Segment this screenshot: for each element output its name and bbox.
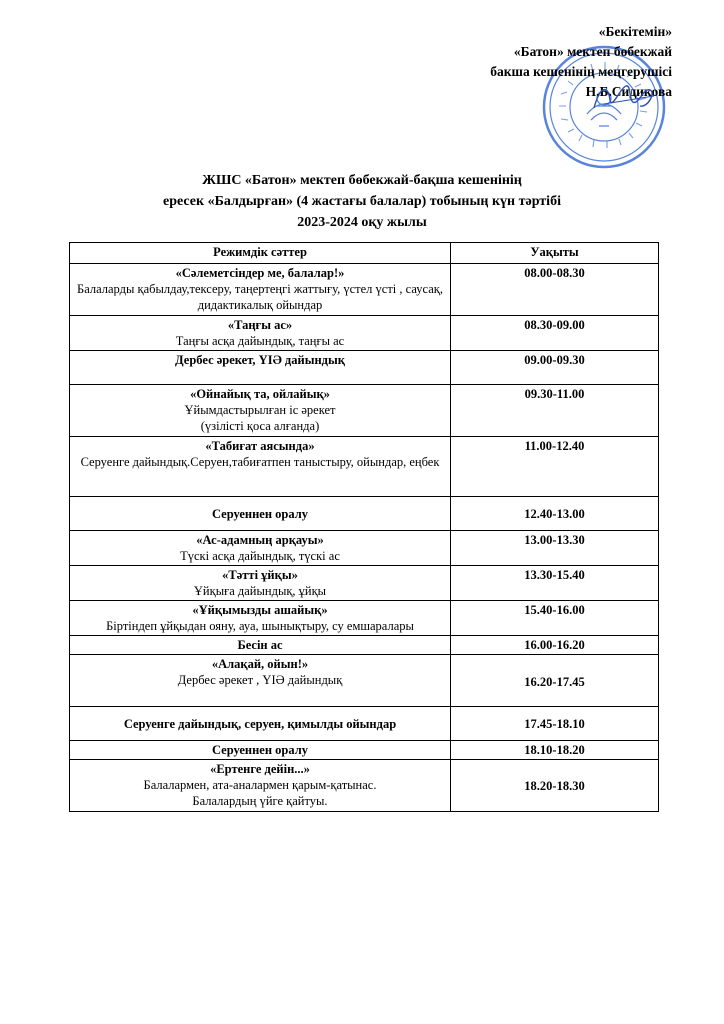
time-cell: 13.30-15.40 <box>451 566 659 601</box>
activity-title: «Ас-адамның арқауы» <box>196 533 324 547</box>
activity-cell <box>70 566 451 601</box>
activity-desc: Ұйқыға дайындық, ұйқы <box>193 584 327 598</box>
activity-desc: Таңғы асқа дайындық, таңғы ас <box>175 334 345 348</box>
activity-cell <box>70 351 451 385</box>
table-row <box>70 316 659 351</box>
activity-cell <box>70 707 451 741</box>
activity-title: «Табиғат аясында» <box>205 439 315 453</box>
table-header-row <box>70 243 659 264</box>
activity-title: Серуеннен оралу <box>211 743 309 757</box>
activity-desc: Біртіндеп ұйқыдан ояну, ауа, шынықтыру, су емшаралары <box>106 619 414 633</box>
activity-desc: Түскі асқа дайындық, түскі ас <box>180 549 340 563</box>
table-row <box>70 437 659 497</box>
table-row <box>70 707 659 741</box>
time-cell: 09.30-11.00 <box>451 385 659 437</box>
activity-desc: Балалардың үйге қайтуы. <box>192 794 328 808</box>
heading-line: ересек «Балдырған» (4 жастағы балалар) тобының күн тәртібі <box>163 194 561 209</box>
signature-icon <box>590 80 660 116</box>
approval-signatory: Н.Б.Сидикова <box>585 84 672 99</box>
heading-line: ЖШС «Батон» мектеп бөбекжай-бақша кешенінің <box>202 173 522 188</box>
activity-title: Дербес әрекет, ҮІӘ дайындық <box>175 353 345 367</box>
activity-cell <box>70 636 451 655</box>
activity-cell <box>70 385 451 437</box>
time-cell: 13.00-13.30 <box>451 531 659 566</box>
approval-line: «Батон» мектеп бөбекжай <box>513 44 672 59</box>
table-row <box>70 531 659 566</box>
table-row <box>70 264 659 316</box>
table-row <box>70 385 659 437</box>
table-row <box>70 601 659 636</box>
activity-cell <box>70 437 451 497</box>
approval-line: бакша кешенінің меңгерушісі <box>490 64 672 79</box>
time-cell: 16.20-17.45 <box>451 655 659 707</box>
table-row <box>70 636 659 655</box>
header-activities: Режимдік сәттер <box>70 243 451 264</box>
activity-desc: Балалармен, ата-аналармен қарым-қатынас. <box>143 778 377 792</box>
activity-title: «Таңғы ас» <box>227 318 293 332</box>
approval-line: «Бекітемін» <box>598 24 672 39</box>
activity-title: Серуеннен оралу <box>211 506 309 521</box>
activity-desc: (үзілісті қоса алғанда) <box>200 419 320 433</box>
activity-title: «Тәтті ұйқы» <box>222 568 298 582</box>
table-row <box>70 566 659 601</box>
activity-cell <box>70 741 451 760</box>
activity-desc: Дербес әрекет , ҮІӘ дайындық <box>177 673 343 687</box>
time-cell: 09.00-09.30 <box>451 351 659 385</box>
heading-year: 2023-2024 оқу жылы <box>297 215 427 230</box>
table-row <box>70 351 659 385</box>
document-heading <box>0 170 724 233</box>
time-cell: 17.45-18.10 <box>451 707 659 741</box>
time-cell: 08.00-08.30 <box>451 264 659 316</box>
activity-cell <box>70 655 451 707</box>
activity-title: «Ертенге дейін...» <box>210 762 310 776</box>
activity-desc: Ұйымдастырылған іс әрекет <box>184 403 336 417</box>
activity-title: Бесін ас <box>237 638 283 652</box>
table-row <box>70 741 659 760</box>
time-cell: 18.20-18.30 <box>451 760 659 812</box>
table-row <box>70 497 659 531</box>
activity-cell <box>70 316 451 351</box>
activity-title: Серуенге дайындық, серуен, қимылды ойындар <box>123 716 397 731</box>
activity-cell <box>70 531 451 566</box>
table-row <box>70 655 659 707</box>
table-row <box>70 760 659 812</box>
activity-title: «Ұйқымызды ашайық» <box>192 603 328 617</box>
activity-title: «Алақай, ойын!» <box>211 657 309 671</box>
header-time: Уақыты <box>451 243 659 264</box>
time-cell: 12.40-13.00 <box>451 497 659 531</box>
time-cell: 16.00-16.20 <box>451 636 659 655</box>
schedule-table <box>69 242 659 812</box>
time-cell: 18.10-18.20 <box>451 741 659 760</box>
activity-cell <box>70 264 451 316</box>
time-cell: 08.30-09.00 <box>451 316 659 351</box>
activity-cell <box>70 601 451 636</box>
activity-cell <box>70 497 451 531</box>
activity-desc: Балаларды қабылдау,тексеру, таңертеңгі жаттығу, үстел үсті , саусақ, дидактикалық ойындар <box>77 282 443 312</box>
activity-desc: Серуенге дайындық.Серуен,табиғатпен таныстыру, ойындар, еңбек <box>80 455 440 469</box>
activity-cell <box>70 760 451 812</box>
activity-title: «Ойнайық та, ойлайық» <box>190 387 330 401</box>
time-cell: 11.00-12.40 <box>451 437 659 497</box>
time-cell: 15.40-16.00 <box>451 601 659 636</box>
activity-title: «Сәлеметсіндер ме, балалар!» <box>175 266 345 280</box>
